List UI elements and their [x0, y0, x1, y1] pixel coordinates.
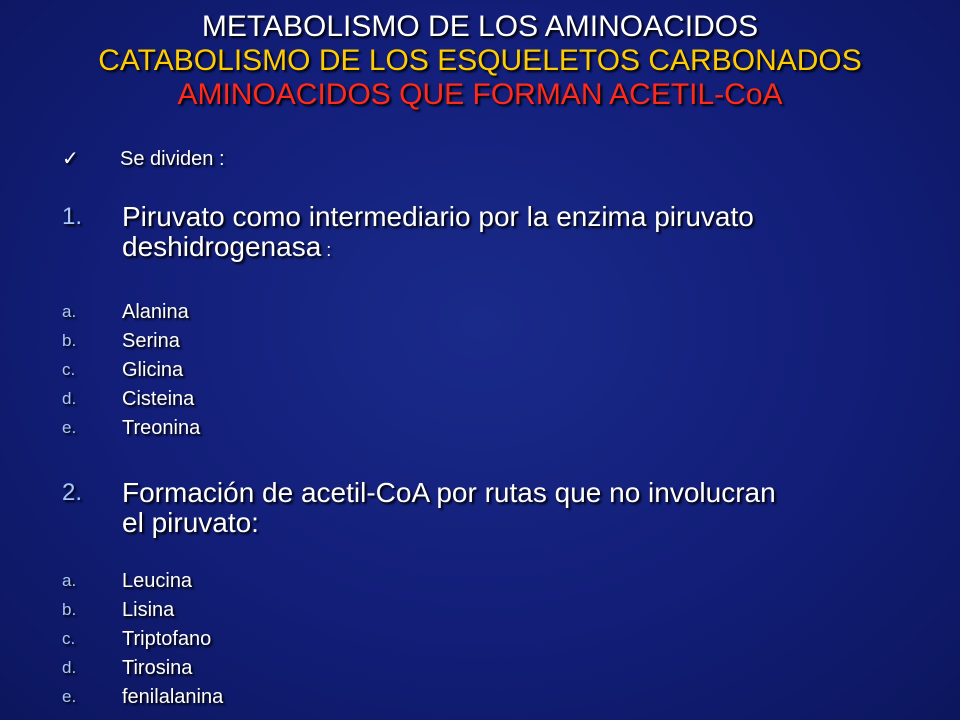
list-text: Lisina	[122, 599, 175, 621]
intro-bullet	[62, 146, 225, 171]
section-2-number: 2.	[62, 479, 83, 506]
section-2-heading	[62, 478, 922, 542]
list-text: Tirosina	[122, 657, 193, 679]
list-text: Triptofano	[122, 628, 212, 650]
title-line-1: METABOLISMO DE LOS AMINOACIDOS	[201, 10, 759, 43]
list-text: Cisteina	[122, 388, 195, 410]
section-1-line-2: deshidrogenasa	[122, 231, 322, 262]
list-letter: d.	[62, 389, 77, 408]
list-letter: d.	[62, 658, 77, 677]
section-1-number: 1.	[62, 203, 83, 230]
list-text: Glicina	[122, 359, 184, 381]
section-1-colon: :	[321, 240, 332, 260]
list-letter: b.	[62, 331, 77, 350]
slide-title	[0, 10, 960, 112]
list-letter: c.	[62, 360, 76, 379]
title-line-3: AMINOACIDOS QUE FORMAN ACETIL-CoA	[177, 78, 783, 111]
list-letter: b.	[62, 600, 77, 619]
list-text: fenilalanina	[122, 686, 224, 708]
list-letter: e.	[62, 418, 77, 437]
list-letter: e.	[62, 687, 77, 706]
list-text: Leucina	[122, 570, 193, 592]
list-text: Serina	[122, 330, 180, 352]
list-letter: a.	[62, 302, 77, 321]
section-1-heading	[62, 202, 922, 266]
list-text: Alanina	[122, 301, 189, 323]
section-1-line-1: Piruvato como intermediario por la enzima piruvato	[122, 201, 754, 232]
section-2-line-1: Formación de acetil-CoA por rutas que no involucran	[122, 477, 776, 508]
list-letter: a.	[62, 571, 77, 590]
section-2-line-2: el piruvato:	[122, 507, 259, 538]
checkmark-icon: ✓	[62, 148, 79, 170]
intro-text: Se dividen :	[120, 148, 225, 170]
list-text: Treonina	[122, 417, 201, 439]
title-line-2: CATABOLISMO DE LOS ESQUELETOS CARBONADOS	[98, 44, 862, 77]
list-letter: c.	[62, 629, 76, 648]
